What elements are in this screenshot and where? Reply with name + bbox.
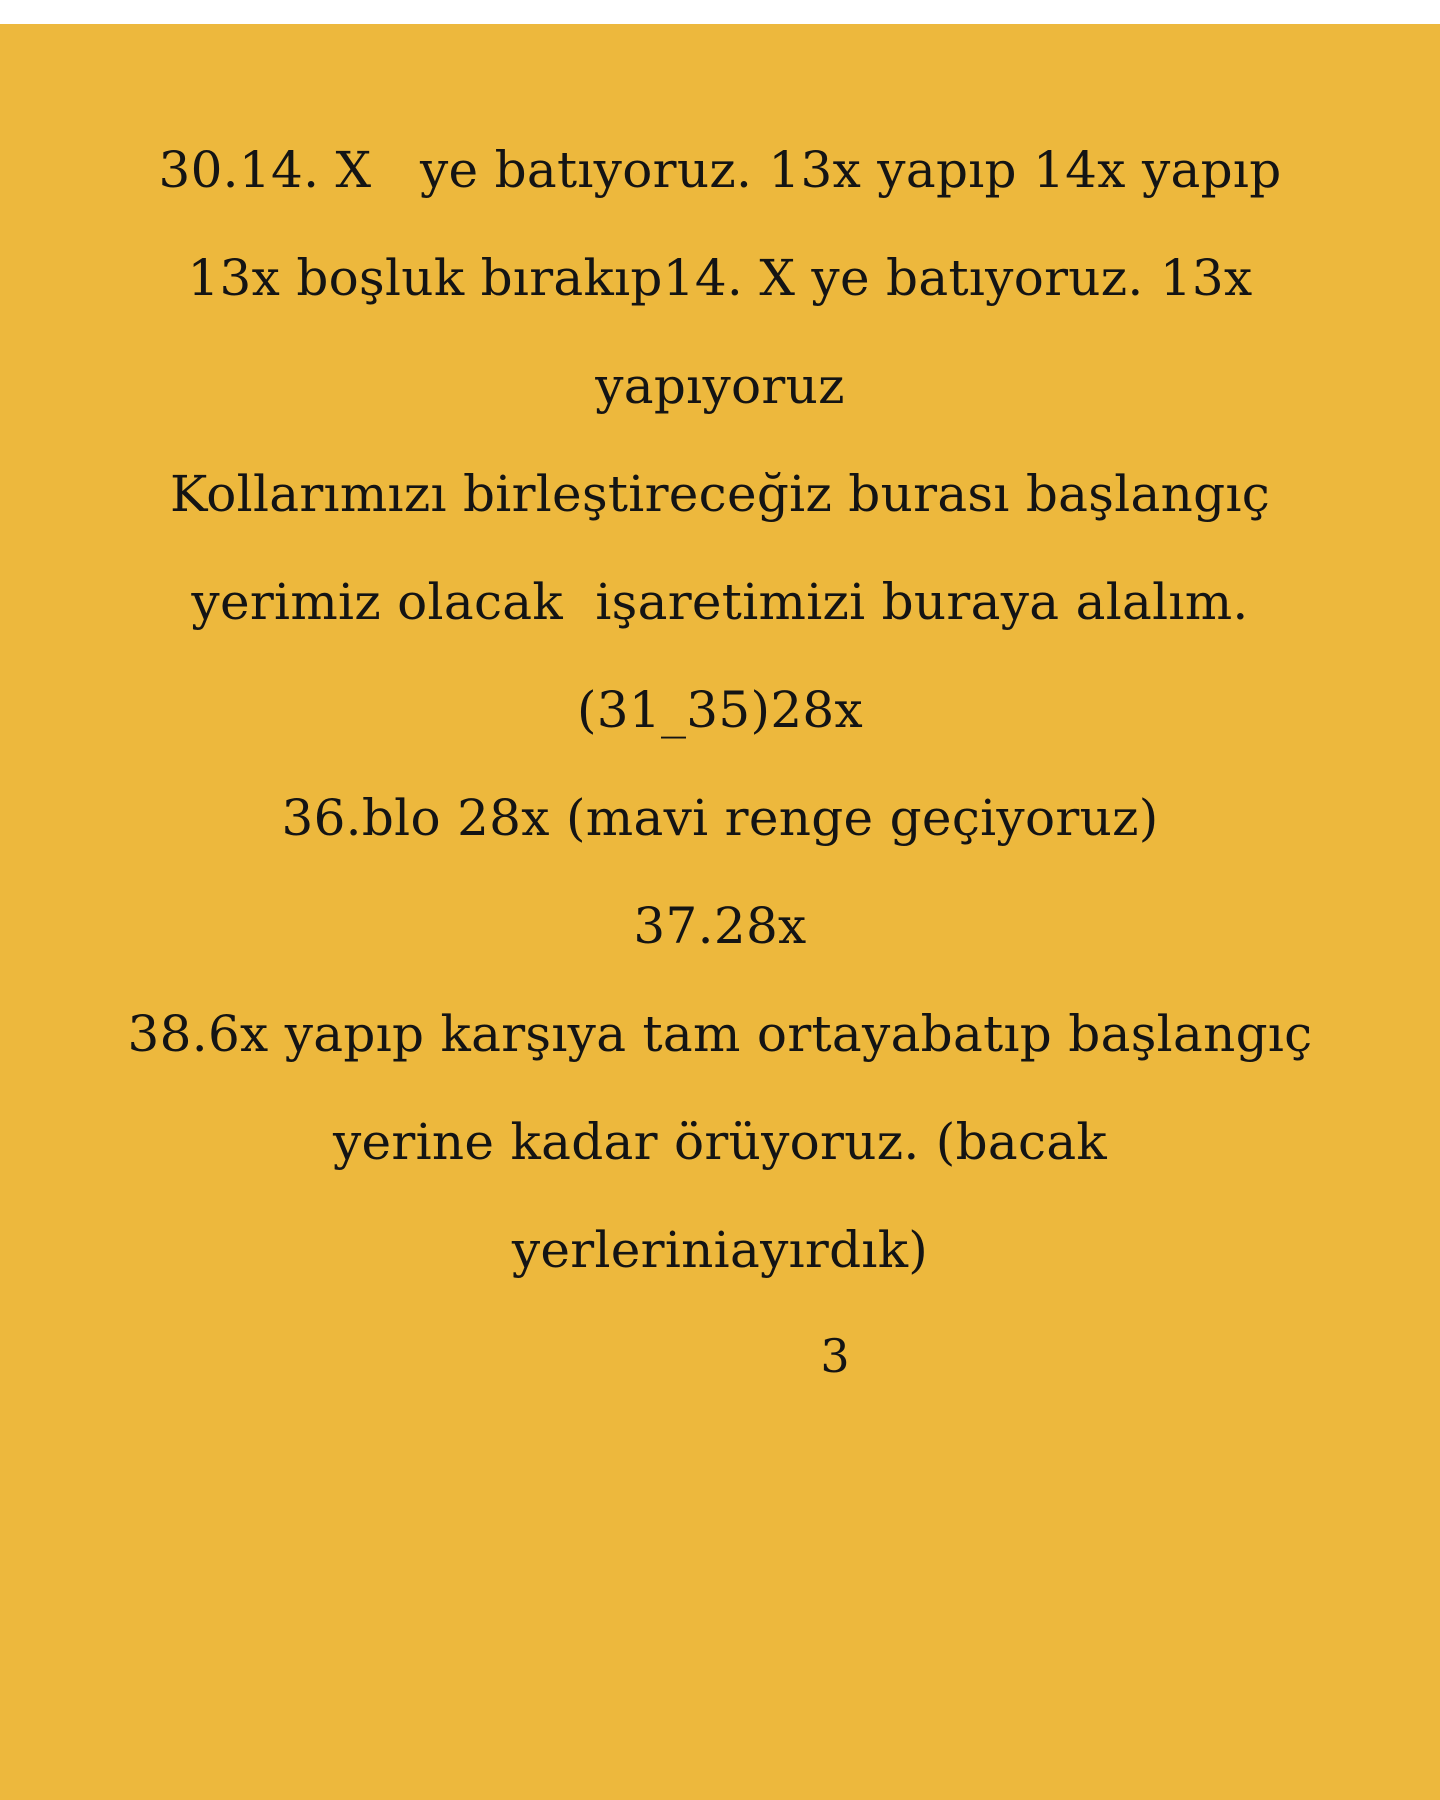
text-line-11: yerleriniayırdık) <box>511 1221 929 1279</box>
text-line-2: 13x boşluk bırakıp14. X ye batıyoruz. 13x <box>187 249 1253 307</box>
text-line-7: 36.blo 28x (mavi renge geçiyoruz) <box>281 789 1159 847</box>
text-line-1: 30.14. X ye batıyoruz. 13x yapıp 14x yapıp <box>158 141 1282 199</box>
page-number: 3 <box>820 1329 850 1383</box>
text-line-8: 37.28x <box>633 897 807 955</box>
text-line-4: Kollarımızı birleştireceğiz burası başlangıç <box>169 465 1271 523</box>
text-line-3: yapıyoruz <box>595 357 845 415</box>
document-page <box>0 24 1440 1800</box>
text-line-5: yerimiz olacak işaretimizi buraya alalım. <box>191 573 1249 631</box>
text-line-9: 38.6x yapıp karşıya tam ortayabatıp başlangıç <box>127 1005 1313 1063</box>
text-line-6: (31_35)28x <box>576 681 864 739</box>
text-line-10: yerine kadar örüyoruz. (bacak <box>332 1113 1108 1171</box>
